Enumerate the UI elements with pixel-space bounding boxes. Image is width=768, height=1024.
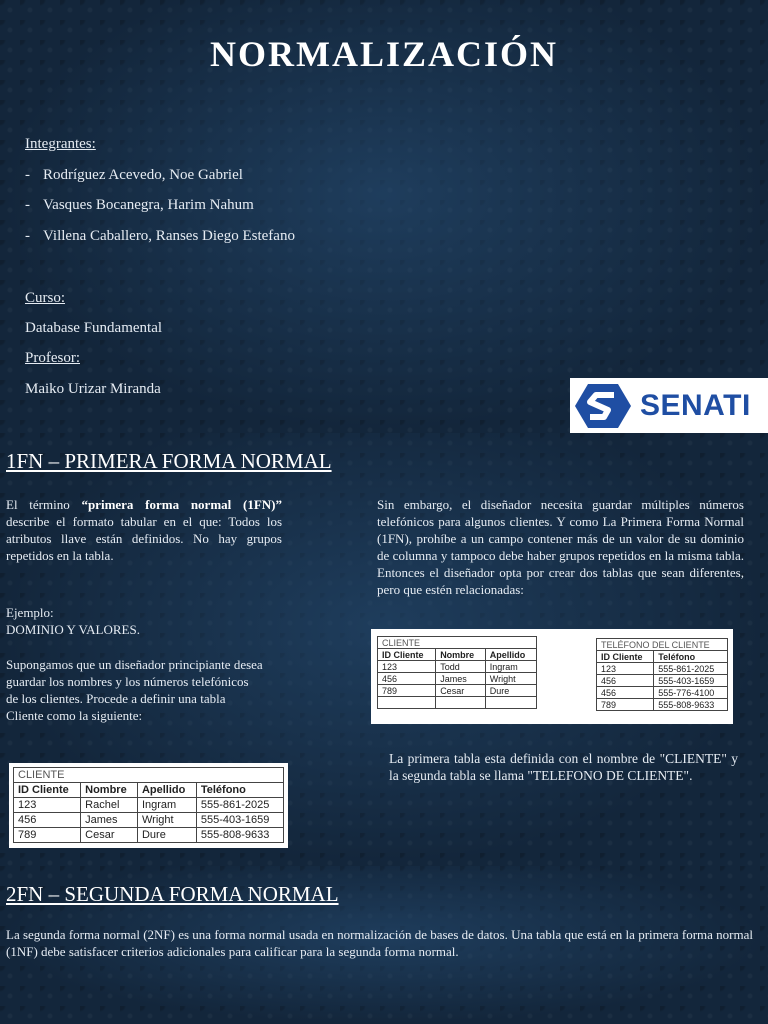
curso-label: Curso: xyxy=(25,290,66,306)
table-cell: Ingram xyxy=(485,661,536,673)
bullet-dash: - xyxy=(25,167,30,183)
table-row xyxy=(14,798,284,813)
table-cell: Cesar xyxy=(436,685,486,697)
slide-title xyxy=(0,0,768,433)
table-cell: Wright xyxy=(485,673,536,685)
intro-bold: “primera forma normal (1FN)” xyxy=(81,497,282,512)
section-heading: 2FN – SEGUNDA FORMA NORMAL xyxy=(6,882,339,906)
table-cell: 456 xyxy=(378,673,436,685)
related-tables-image xyxy=(371,629,733,724)
table-cell xyxy=(378,697,436,709)
bullet-dash: - xyxy=(25,228,30,244)
senati-logo xyxy=(570,378,768,433)
table-cell: 555-808-9633 xyxy=(196,828,283,843)
column-header: Nombre xyxy=(81,783,138,798)
table-cell: James xyxy=(436,673,486,685)
table-cell: 555-776-4100 xyxy=(654,687,728,699)
intro-paragraph: La segunda forma normal (2NF) es una forma normal usada en normalización de bases de datos. Una tabla que está en la primera forma normal (1NF) debe satisfacer criterios adicionales para calificar para la segunda forma normal. xyxy=(6,927,753,959)
profesor-label: Profesor: xyxy=(25,350,80,366)
table-row xyxy=(378,697,537,709)
table-row xyxy=(597,675,728,687)
table-cell: 789 xyxy=(597,699,654,711)
column-header: Teléfono xyxy=(196,783,283,798)
explanation-paragraph: Sin embargo, el diseñador necesita guardar múltiples números telefónicos para algunos clientes. Y como La Primera Forma Normal (1FN), prohíbe a un campo contener más de un valor de su dominio de columna y tampoco debe haber grupos repetidos en la misma tabla. Entonces el diseñador opta por crear dos tablas que sean diferentes, pero que estén relacionadas: xyxy=(377,497,744,597)
table-cell: 555-808-9633 xyxy=(654,699,728,711)
dominio-label: DOMINIO Y VALORES. xyxy=(6,622,140,637)
table-cell: 123 xyxy=(597,663,654,675)
table-cell: 555-861-2025 xyxy=(654,663,728,675)
integrantes-label: Integrantes: xyxy=(25,136,96,152)
column-header: Apellido xyxy=(137,783,196,798)
table-row xyxy=(14,813,284,828)
section-heading: 1FN – PRIMERA FORMA NORMAL xyxy=(6,449,332,473)
senati-logo-icon xyxy=(574,381,632,431)
member-item xyxy=(25,197,254,214)
table-caption: CLIENTE xyxy=(378,637,537,649)
cliente-small-table xyxy=(377,636,537,709)
table-row xyxy=(597,663,728,675)
member-name: Villena Caballero, Ranses Diego Estefano xyxy=(43,228,295,244)
telefono-table xyxy=(596,638,728,711)
column-header: Teléfono xyxy=(654,651,728,663)
member-item xyxy=(25,167,243,184)
table-cell: Dure xyxy=(485,685,536,697)
bullet-dash: - xyxy=(25,197,30,213)
table-caption: CLIENTE xyxy=(14,768,284,783)
table-cell: 456 xyxy=(14,813,81,828)
column-header: ID Cliente xyxy=(14,783,81,798)
table-row xyxy=(378,661,537,673)
conclusion-paragraph: La primera tabla esta definida con el nombre de "CLIENTE" y la segunda tabla se llama "TELEFONO DE CLIENTE". xyxy=(389,751,738,783)
intro-paragraph xyxy=(6,496,282,564)
table-cell: Ingram xyxy=(137,798,196,813)
member-name: Rodríguez Acevedo, Noe Gabriel xyxy=(43,167,243,183)
table-cell: 555-403-1659 xyxy=(196,813,283,828)
table-cell: 456 xyxy=(597,675,654,687)
table-cell: Dure xyxy=(137,828,196,843)
table-cell: 555-403-1659 xyxy=(654,675,728,687)
column-header: Apellido xyxy=(485,649,536,661)
table-row xyxy=(378,685,537,697)
table-cell xyxy=(485,697,536,709)
table-cell: 789 xyxy=(14,828,81,843)
table-cell: Cesar xyxy=(81,828,138,843)
table-cell: James xyxy=(81,813,138,828)
table-cell: Rachel xyxy=(81,798,138,813)
table-row xyxy=(597,687,728,699)
example-paragraph: Supongamos que un diseñador principiante desea guardar los nombres y los números telefónicos de los clientes. Procede a definir una tabla Cliente como la siguiente: xyxy=(6,657,263,723)
column-header: ID Cliente xyxy=(597,651,654,663)
table-cell: Wright xyxy=(137,813,196,828)
intro-text: El término xyxy=(6,497,82,512)
member-name: Vasques Bocanegra, Harim Nahum xyxy=(43,197,254,213)
slide-1fn xyxy=(0,433,768,866)
intro-text-rest: describe el formato tabular en el que: Todos los atributos llave están definidos. No hay grupos repetidos en la tabla. xyxy=(6,514,282,563)
curso-value: Database Fundamental xyxy=(25,320,163,336)
page-title: NORMALIZACIÓN xyxy=(209,34,558,74)
slide-2fn xyxy=(0,866,768,1024)
logo-text: SENATI xyxy=(640,388,751,422)
cliente-table xyxy=(13,767,284,843)
table-caption: TELÉFONO DEL CLIENTE xyxy=(597,639,728,651)
ejemplo-label: Ejemplo: xyxy=(6,605,54,620)
table-cell: 456 xyxy=(597,687,654,699)
table-cell: 123 xyxy=(14,798,81,813)
column-header: ID Cliente xyxy=(378,649,436,661)
table-cell xyxy=(436,697,486,709)
profesor-value: Maiko Urizar Miranda xyxy=(25,381,161,397)
table-cell: 789 xyxy=(378,685,436,697)
column-header: Nombre xyxy=(436,649,486,661)
table-cell: 555-861-2025 xyxy=(196,798,283,813)
table-row xyxy=(14,828,284,843)
table-cell: 123 xyxy=(378,661,436,673)
table-cell: Todd xyxy=(436,661,486,673)
table-row xyxy=(597,699,728,711)
cliente-table-image xyxy=(9,763,288,848)
member-item xyxy=(25,228,295,245)
table-row xyxy=(378,673,537,685)
